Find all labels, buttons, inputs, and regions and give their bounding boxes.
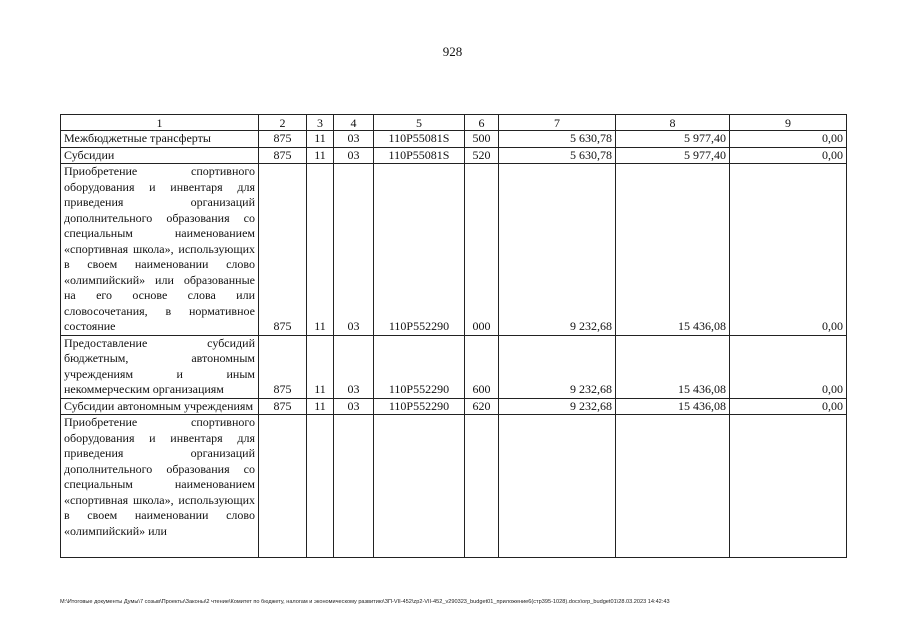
- table-header-row: [61, 115, 847, 131]
- cell-section: 11: [307, 335, 334, 398]
- column-header: 3: [307, 115, 334, 131]
- cell-expense-type: 000: [465, 164, 499, 336]
- row-name: Приобретение спортивного оборудования и инвентаря для приведения организаций дополнительного образования со специальным наименованием «спортивная школа», использующих в своем наименовании слово «олимпийский» или образованные на его основе слова или словосочетания, в нормативное состояние: [61, 164, 259, 336]
- cell-target-article: 110P55081S: [374, 131, 465, 148]
- cell-amount-8: 15 436,08: [616, 398, 730, 415]
- cell-section: [307, 415, 334, 558]
- cell-target-article: [374, 415, 465, 558]
- cell-section: 11: [307, 398, 334, 415]
- cell-expense-type: [465, 415, 499, 558]
- cell-amount-9: 0,00: [730, 147, 847, 164]
- row-name: Субсидии автономным учреждениям: [61, 398, 259, 415]
- cell-subsection: 03: [334, 147, 374, 164]
- cell-subsection: [334, 415, 374, 558]
- cell-amount-7: 9 232,68: [499, 335, 616, 398]
- cell-amount-7: 9 232,68: [499, 164, 616, 336]
- table-row: [61, 164, 847, 336]
- cell-amount-8: 15 436,08: [616, 335, 730, 398]
- cell-amount-7: [499, 415, 616, 558]
- column-header: 7: [499, 115, 616, 131]
- cell-expense-type: 600: [465, 335, 499, 398]
- table-row: [61, 415, 847, 558]
- cell-section: 11: [307, 131, 334, 148]
- cell-target-article: 110P552290: [374, 335, 465, 398]
- cell-amount-9: 0,00: [730, 398, 847, 415]
- column-header: 2: [259, 115, 307, 131]
- cell-target-article: 110P55081S: [374, 147, 465, 164]
- budget-table: [60, 114, 847, 558]
- cell-amount-7: 5 630,78: [499, 131, 616, 148]
- row-name: Субсидии: [61, 147, 259, 164]
- cell-amount-9: [730, 415, 847, 558]
- cell-amount-9: 0,00: [730, 164, 847, 336]
- cell-amount-7: 5 630,78: [499, 147, 616, 164]
- cell-admin-code: 875: [259, 398, 307, 415]
- column-header: 4: [334, 115, 374, 131]
- cell-amount-9: 0,00: [730, 131, 847, 148]
- table-row: [61, 147, 847, 164]
- row-name: Межбюджетные трансферты: [61, 131, 259, 148]
- page-number: 928: [442, 44, 463, 59]
- cell-expense-type: 520: [465, 147, 499, 164]
- column-header: 6: [465, 115, 499, 131]
- cell-amount-8: 5 977,40: [616, 131, 730, 148]
- cell-section: 11: [307, 147, 334, 164]
- cell-amount-9: 0,00: [730, 335, 847, 398]
- column-header: 1: [61, 115, 259, 131]
- cell-target-article: 110P552290: [374, 398, 465, 415]
- cell-amount-8: [616, 415, 730, 558]
- row-name: Приобретение спортивного оборудования и инвентаря для приведения организаций дополнительного образования со специальным наименованием «спортивная школа», использующих в своем наименовании слово «олимпийский» или: [61, 415, 259, 558]
- cell-admin-code: 875: [259, 164, 307, 336]
- cell-expense-type: 620: [465, 398, 499, 415]
- cell-admin-code: 875: [259, 335, 307, 398]
- cell-subsection: 03: [334, 335, 374, 398]
- cell-section: 11: [307, 164, 334, 336]
- cell-admin-code: 875: [259, 131, 307, 148]
- cell-subsection: 03: [334, 164, 374, 336]
- cell-admin-code: 875: [259, 147, 307, 164]
- cell-amount-7: 9 232,68: [499, 398, 616, 415]
- row-name: Предоставление субсидий бюджетным, автономным учреждениям и иным некоммерческим организациям: [61, 335, 259, 398]
- table-row: [61, 398, 847, 415]
- column-header: 5: [374, 115, 465, 131]
- table-row: [61, 131, 847, 148]
- document-path-footer: M:\Итоговые документы Думы\7 созыв\Проекты\Законы\2 чтение\Комитет по бюджету, налогам и экономическому развитию\ЗП-VII-452\zp2-VII-452_v290323_budget01_приложение6(стр395-1028).docx\orp_budget01\28.03.2023 14:42:43: [60, 599, 670, 605]
- cell-amount-8: 5 977,40: [616, 147, 730, 164]
- cell-admin-code: [259, 415, 307, 558]
- column-header: 9: [730, 115, 847, 131]
- cell-expense-type: 500: [465, 131, 499, 148]
- table-row: [61, 335, 847, 398]
- cell-subsection: 03: [334, 131, 374, 148]
- cell-subsection: 03: [334, 398, 374, 415]
- column-header: 8: [616, 115, 730, 131]
- cell-amount-8: 15 436,08: [616, 164, 730, 336]
- cell-target-article: 110P552290: [374, 164, 465, 336]
